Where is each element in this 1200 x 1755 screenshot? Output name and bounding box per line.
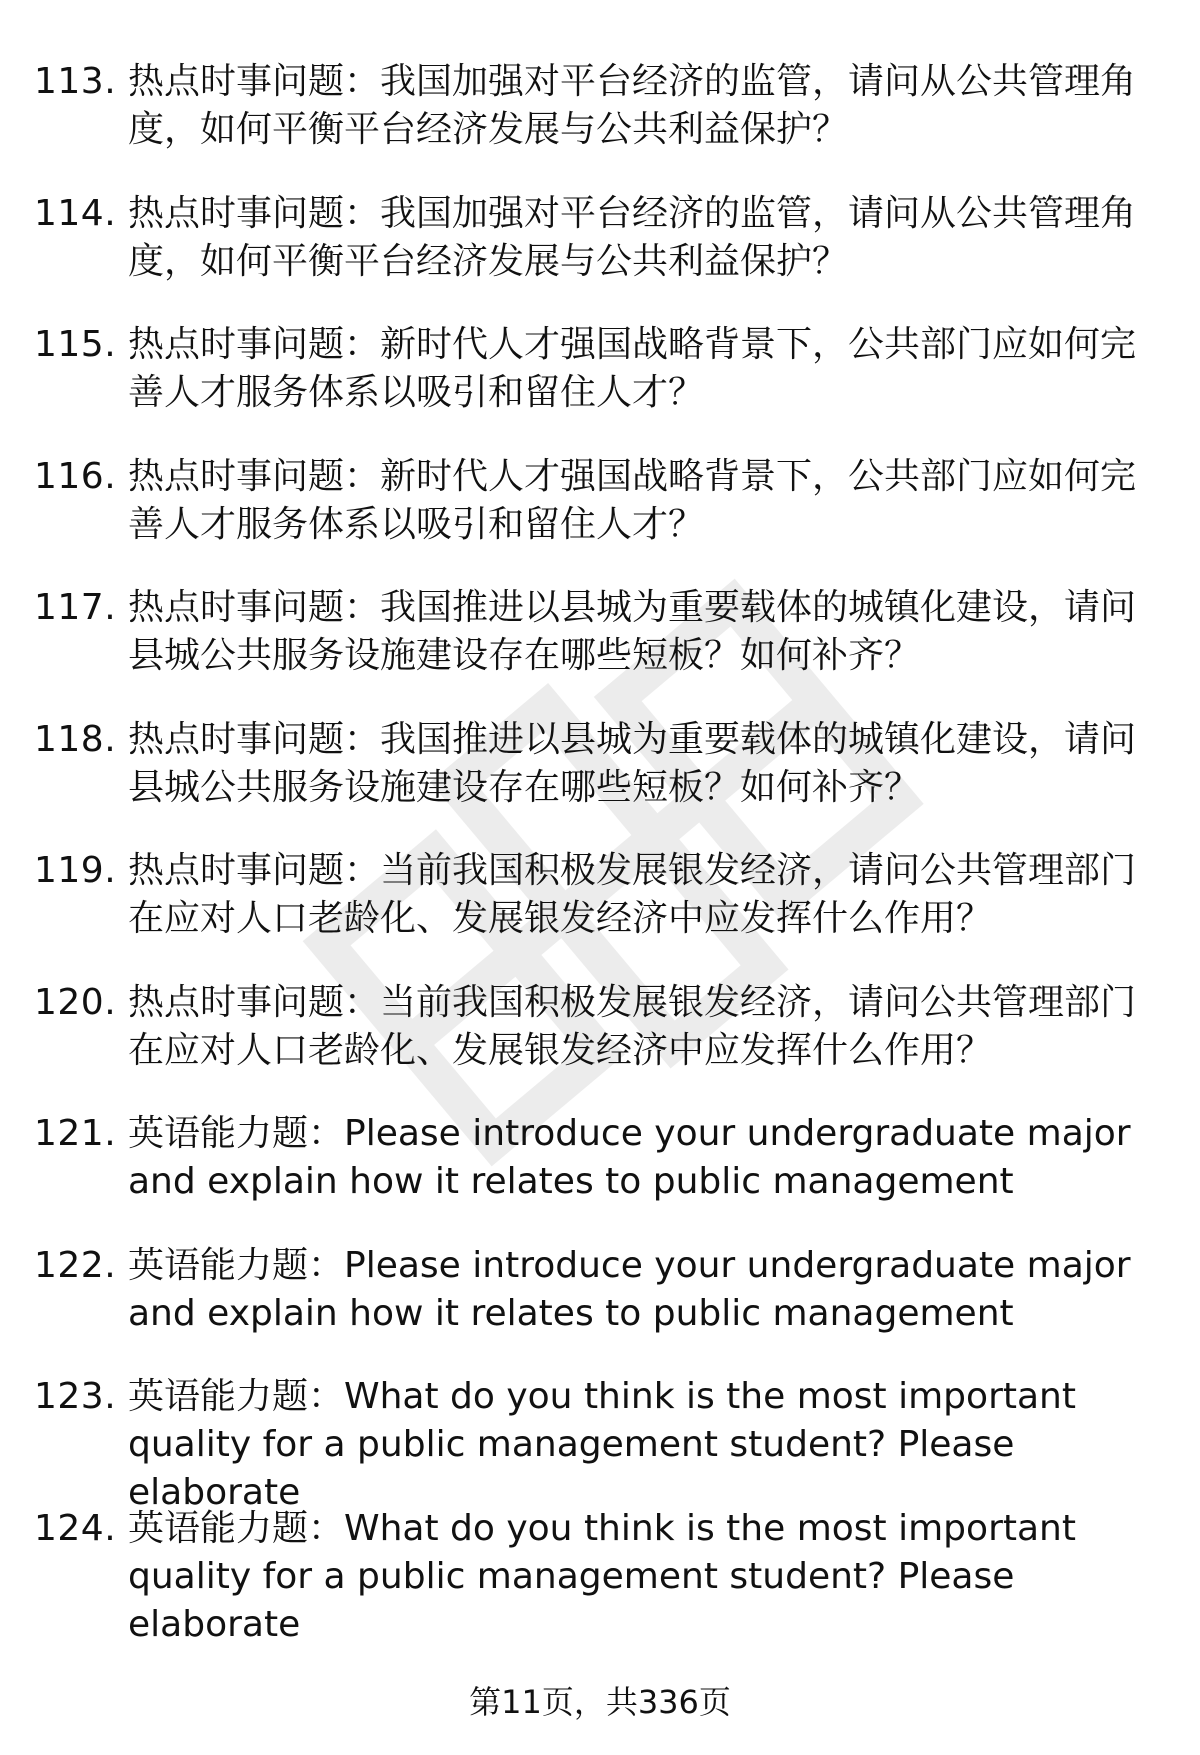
list-item — [0, 321, 1200, 453]
list-item — [0, 453, 1200, 585]
list-item — [0, 58, 1200, 190]
question-text: 热点时事问题：新时代人才强国战略背景下，公共部门应如何完 善人才服务体系以吸引和留住人才？ — [128, 324, 1137, 413]
question-text: 英语能力题：What do you think is the most important quality for a public management student? Please elaborate — [128, 1376, 1076, 1513]
question-text: 英语能力题：Please introduce your undergraduate major and explain how it relates to public management — [128, 1113, 1131, 1202]
page-number-footer: 第11页，共336页 — [469, 1683, 731, 1721]
question-number: 123. — [34, 1376, 117, 1417]
question-text: 热点时事问题：当前我国积极发展银发经济，请问公共管理部门 在应对人口老龄化、发展银发经济中应发挥什么作用？ — [128, 850, 1137, 939]
list-item — [0, 716, 1200, 848]
question-number: 114. — [34, 192, 117, 234]
list-item — [0, 1110, 1200, 1242]
list-item — [0, 190, 1200, 322]
question-number: 118. — [34, 718, 117, 760]
question-number: 124. — [34, 1507, 117, 1549]
question-text: 热点时事问题：我国加强对平台经济的监管，请问从公共管理角 度，如何平衡平台经济发展与公共利益保护？ — [128, 61, 1137, 150]
list-item — [0, 1505, 1200, 1645]
list-item — [0, 1242, 1200, 1374]
question-text: 热点时事问题：我国推进以县城为重要载体的城镇化建设，请问 县城公共服务设施建设存在哪些短板？如何补齐？ — [128, 587, 1137, 676]
list-item — [0, 1373, 1200, 1513]
question-number: 121. — [34, 1113, 117, 1154]
list-item — [0, 847, 1200, 979]
question-number: 120. — [34, 981, 117, 1023]
question-text: 热点时事问题：我国加强对平台经济的监管，请问从公共管理角 度，如何平衡平台经济发展与公共利益保护？ — [128, 192, 1137, 282]
question-number: 115. — [34, 324, 117, 365]
question-text: 热点时事问题：当前我国积极发展银发经济，请问公共管理部门 在应对人口老龄化、发展银发经济中应发挥什么作用？ — [128, 981, 1137, 1071]
question-text: 热点时事问题：我国推进以县城为重要载体的城镇化建设，请问 县城公共服务设施建设存在哪些短板？如何补齐？ — [128, 718, 1137, 808]
list-item — [0, 979, 1200, 1111]
question-text: 英语能力题：Please introduce your undergraduate major and explain how it relates to public management — [128, 1244, 1131, 1334]
list-item — [0, 584, 1200, 716]
question-number: 122. — [34, 1244, 117, 1286]
question-number: 117. — [34, 587, 117, 628]
question-list — [0, 58, 1200, 1645]
question-number: 113. — [34, 61, 117, 102]
question-text: 热点时事问题：新时代人才强国战略背景下，公共部门应如何完 善人才服务体系以吸引和留住人才？ — [128, 455, 1137, 545]
question-number: 119. — [34, 850, 117, 891]
question-number: 116. — [34, 455, 117, 497]
question-text: 英语能力题：What do you think is the most important quality for a public management student? Please elaborate — [128, 1507, 1076, 1645]
